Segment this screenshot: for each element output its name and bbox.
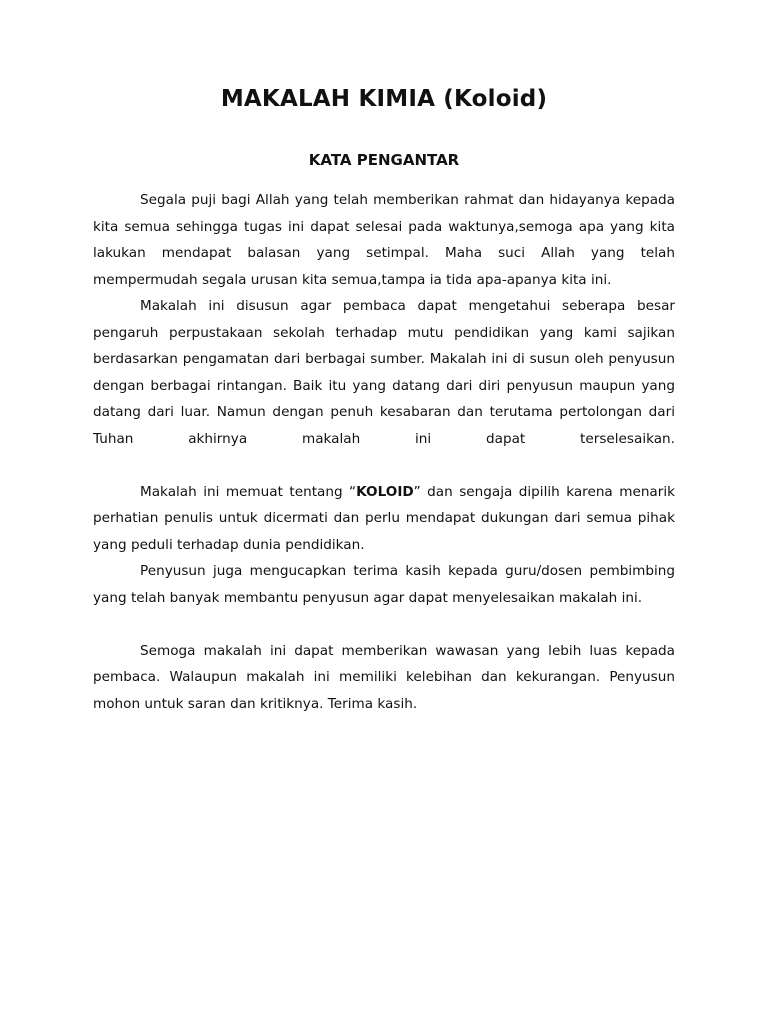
- paragraph-spacer: [93, 611, 675, 638]
- paragraph-3-start: Makalah ini memuat tentang “: [140, 483, 357, 500]
- paragraph-3: [93, 479, 675, 559]
- paragraph-5: Semoga makalah ini dapat memberikan wawasan yang lebih luas kepada pembaca. Walaupun makalah ini memiliki kelebihan dan kekurangan. Penyusun mohon untuk saran dan kritiknya. Terima kasih.: [93, 642, 675, 712]
- document-title: MAKALAH KIMIA (Koloid): [220, 86, 548, 112]
- paragraph-4: Penyusun juga mengucapkan terima kasih kepada guru/dosen pembimbing yang telah banyak membantu penyusun agar dapat menyelesaikan makalah ini.: [93, 563, 675, 606]
- paragraph-3-end: ” dan sengaja dipilih karena menarik perhatian penulis untuk dicermati dan perlu mendapat dukungan dari semua pihak yang peduli terhadap dunia pendidikan.: [93, 483, 676, 553]
- section-heading: KATA PENGANTAR: [308, 151, 460, 169]
- paragraph-1: Segala puji bagi Allah yang telah memberikan rahmat dan hidayanya kepada kita semua sehingga tugas ini dapat selesai pada waktunya,semoga apa yang kita lakukan mendapat balasan yang setimpal. Maha suci Allah yang telah mempermudah segala urusan kita semua,tampa ia tida apa-apanya kita ini.: [93, 192, 675, 288]
- document-body: [93, 187, 675, 717]
- koloid-keyword: KOLOID: [356, 483, 414, 500]
- paragraph-2: Makalah ini disusun agar pembaca dapat mengetahui seberapa besar pengaruh perpustakaan sekolah terhadap mutu pendidikan yang kami sajikan berdasarkan pengamatan dari berbagai sumber. Makalah ini di susun oleh penyusun dengan berbagai rintangan. Baik itu yang datang dari diri penyusun maupun yang datang dari luar. Namun dengan penuh kesabaran dan terutama pertolongan dari Tuhan akhirnya makalah ini dapat terselesaikan.: [93, 298, 675, 447]
- paragraph-spacer: [93, 452, 675, 479]
